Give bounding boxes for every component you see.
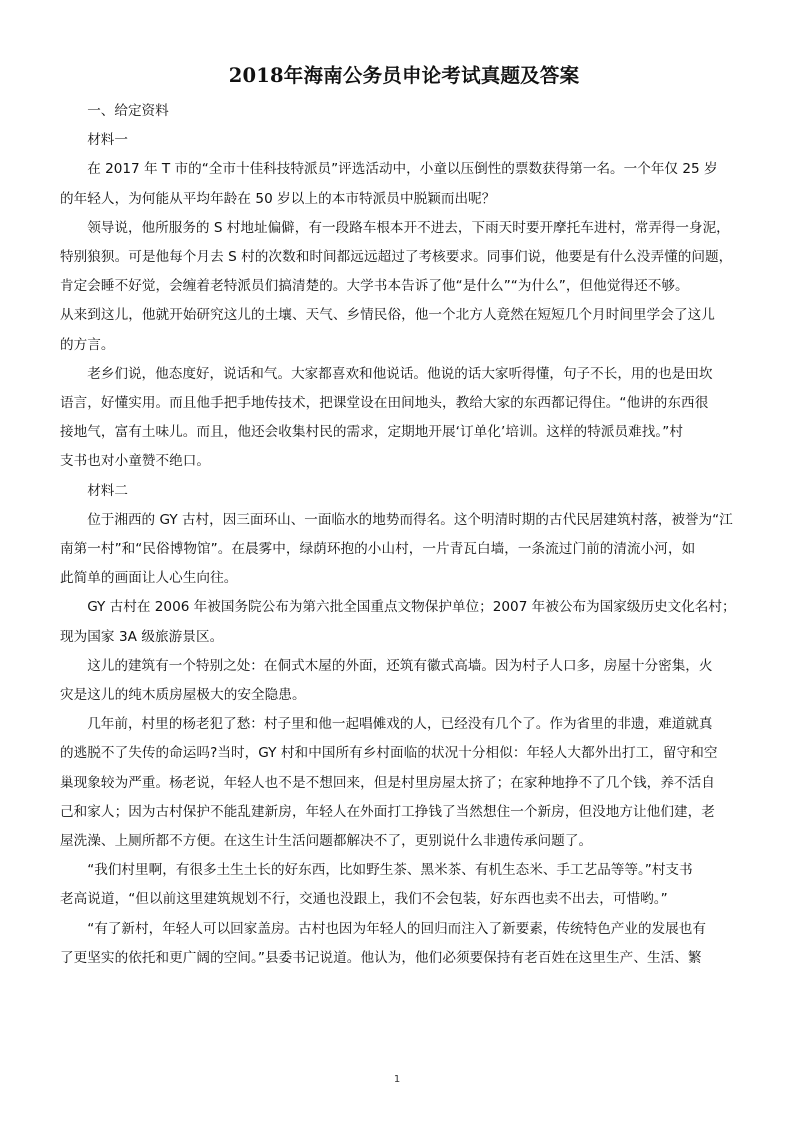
text-line: 此简单的画面让人心生向往。 <box>60 570 238 587</box>
text-line: 语言，好懂实用。而且他手把手地传技术，把课堂设在田间地头，教给大家的东西都记得住。“他讲的东西很 <box>60 395 709 412</box>
text-line: “有了新村，年轻人可以回家盖房。古村也因为年轻人的回归而注入了新要素，传统特色产业的发展也有 <box>87 920 706 937</box>
material-label-2: 材料二 <box>87 482 128 499</box>
page-number: 1 <box>393 1074 401 1085</box>
text-line: 灾是这儿的纯木质房屋极大的安全隐患。 <box>60 687 306 704</box>
material-label-1: 材料一 <box>87 132 128 149</box>
text-line: 几年前，村里的杨老犯了愁：村子里和他一起唱傩戏的人，已经没有几个了。作为省里的非遗，难道就真 <box>87 716 713 733</box>
section-heading: 一、给定资料 <box>87 103 169 119</box>
text-line: 老乡们说，他态度好，说话和气。大家都喜欢和他说话。他说的话大家听得懂，句子不长，用的也是田坎 <box>87 365 713 382</box>
text-line: 从来到这儿，他就开始研究这儿的土壤、天气、乡情民俗，他一个北方人竟然在短短几个月时间里学会了这儿 <box>60 307 715 324</box>
text-line: 接地气，富有土味儿。而且，他还会收集村民的需求，定期地开展‘订单化’培训。这样的特派员难找。”村 <box>60 424 683 441</box>
text-line: “我们村里啊，有很多土生土长的好东西，比如野生茶、黑米茶、有机生态米、手工艺品等等。”村支书 <box>87 862 693 879</box>
text-line: 这儿的建筑有一个特别之处：在侗式木屋的外面，还筑有徽式高墙。因为村子人口多，房屋十分密集，火 <box>87 657 713 674</box>
text-line: 南第一村”和“民俗博物馆”。在晨雾中，绿荫环抱的小山村，一片青瓦白墙，一条流过门前的清流小河，如 <box>60 541 696 558</box>
text-line: 特别狼狈。可是他每个月去 S 村的次数和时间都远远超过了考核要求。同事们说，他要是有什么没弄懂的问题， <box>60 249 733 266</box>
text-line: 屋洗澡、上厕所都不方便。在这生计生活问题都解决不了，更别说什么非遗传承问题了。 <box>60 833 593 850</box>
text-line: 的年轻人，为何能从平均年龄在 50 岁以上的本市特派员中脱颖而出呢？ <box>60 190 496 207</box>
text-line: 现为国家 3A 级旅游景区。 <box>60 628 224 645</box>
text-line: 巢现象较为严重。杨老说，年轻人也不是不想回来，但是村里房屋太挤了；在家种地挣不了几个钱，养不活自 <box>60 774 715 791</box>
text-line: 位于湘西的 GY 古村，因三面环山、一面临水的地势而得名。这个明清时期的古代民居建筑村落，被誉为“江 <box>87 511 733 528</box>
text-line: 在 2017 年 T 市的“全市十佳科技特派员”评选活动中，小童以压倒性的票数获得第一名。一个年仅 25 岁 <box>87 161 718 178</box>
text-line: 己和家人；因为古村保护不能乱建新房，年轻人在外面打工挣钱了当然想住一个新房，但没地方让他们建，老 <box>60 803 715 820</box>
text-line: 老高说道，“但以前这里建筑规划不行，交通也没跟上，我们不会包装，好东西也卖不出去，可惜哟。” <box>60 891 668 908</box>
document-title: 2018年海南公务员申论考试真题及答案 <box>228 64 580 87</box>
text-line: 支书也对小童赞不绝口。 <box>60 453 211 470</box>
text-line: 的逃脱不了失传的命运吗?当时，GY 村和中国所有乡村面临的状况十分相似：年轻人大都外出打工，留守和空 <box>60 745 718 762</box>
text-line: 肯定会睡不好觉，会缠着老特派员们搞清楚的。大学书本告诉了他“是什么”“为什么”，但他觉得还不够。 <box>60 278 689 295</box>
text-line: 领导说，他所服务的 S 村地址偏僻，有一段路车根本开不进去，下雨天时要开摩托车进村，常弄得一身泥， <box>87 219 730 236</box>
text-line: GY 古村在 2006 年被国务院公布为第六批全国重点文物保护单位；2007 年被公布为国家级历史文化名村； <box>87 599 736 616</box>
text-line: 的方言。 <box>60 336 115 353</box>
text-line: 了更坚实的依托和更广阔的空间。”县委书记说道。他认为，他们必须要保持有老百姓在这里生产、生活、繁 <box>60 949 702 966</box>
document-page <box>60 62 740 973</box>
